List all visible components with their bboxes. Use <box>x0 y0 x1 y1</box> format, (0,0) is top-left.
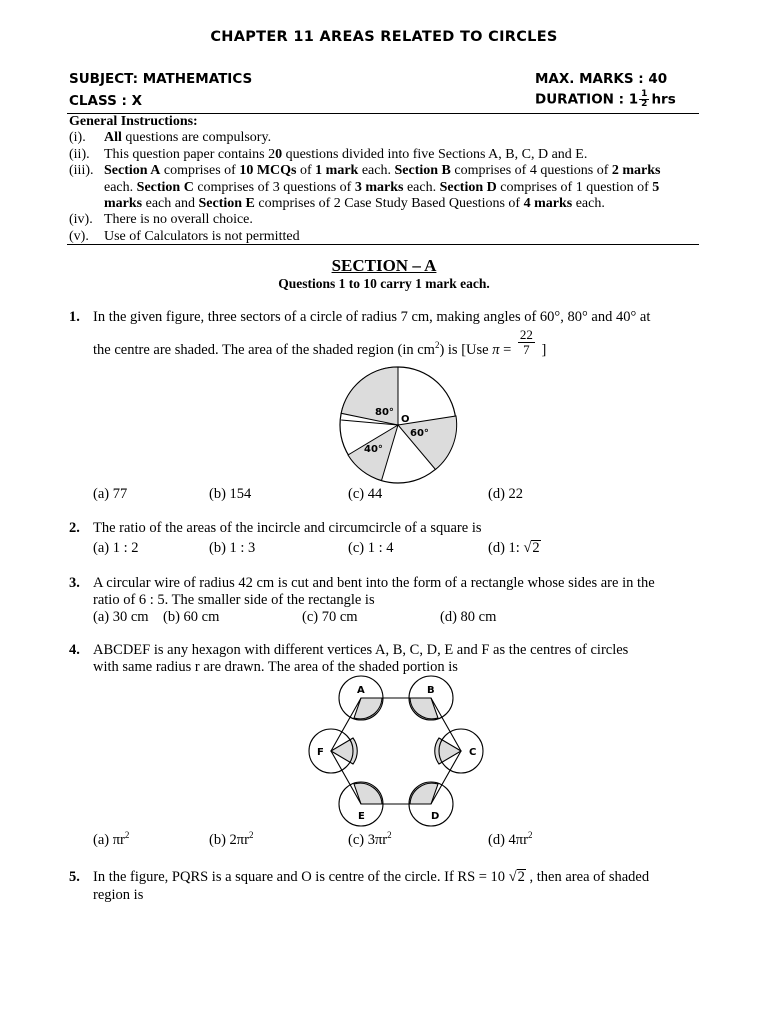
question-number: 4. <box>69 642 80 658</box>
option-a: (a) 30 cm <box>93 609 149 625</box>
vertex-label-f: F <box>317 747 324 758</box>
question-number: 5. <box>69 869 80 885</box>
question-text: region is <box>93 887 144 903</box>
subject-label: SUBJECT: MATHEMATICS <box>69 71 253 87</box>
max-marks-label: MAX. MARKS : 40 <box>535 71 668 87</box>
page-title: CHAPTER 11 AREAS RELATED TO CIRCLES <box>210 29 558 45</box>
option-d: (d) 22 <box>488 486 524 502</box>
question-text: the centre are shaded. The area of the shaded region (in $cm^2$) is [Use π = $\frac{22}{7}$ ] <box>93 327 547 358</box>
option-d: (d) 1: √2 <box>488 540 540 556</box>
question-number: 3. <box>69 575 80 591</box>
vertex-label-d: D <box>431 811 440 822</box>
vertex-label-a: A <box>357 685 365 696</box>
option-c: (c) $3\pi r^2$ <box>348 830 392 848</box>
duration-label: DURATION : 1 $\frac{1}{2}$ hrs <box>535 89 676 109</box>
general-instructions: General Instructions: (i). All questions are compulsory. (ii). This question paper contains 20 questions divided into five Sections A, B, C, D and E. (iii). Section A comprises of 10 MCQs of 1 mark each. Section B comprises of 4 questions of 2 marks each. Section C comprises of 3 questions of 3 marks each. Section D comprises of 1 question of 5 marks each and Section E comprises of 2 Case Study Based Questions of 4 marks each. (iv). There is no overall choice. (v). Use of Calculators is not permitted <box>69 114 661 244</box>
question-text: In the figure, PQRS is a square and O is centre of the circle. If RS = 10 √2 , then area of shaded <box>93 869 650 885</box>
option-b: (b) 154 <box>209 486 252 502</box>
section-title: SECTION – A <box>331 256 437 275</box>
option-a: (a) 1 : 2 <box>93 540 139 556</box>
class-label: CLASS : X <box>69 93 143 109</box>
option-d: (d) 80 cm <box>440 609 497 625</box>
shade-d <box>410 783 438 804</box>
question-text: ratio of 6 : 5. The smaller side of the rectangle is <box>93 592 375 608</box>
option-c: (c) 70 cm <box>302 609 358 625</box>
shade-b <box>410 698 438 719</box>
vertex-label-b: B <box>427 685 435 696</box>
instructions-rule <box>67 244 699 245</box>
question-number: 2. <box>69 520 80 536</box>
option-b: (b) 1 : 3 <box>209 540 256 556</box>
vertex-label-c: C <box>469 747 477 758</box>
option-d: (d) $4\pi r^2$ <box>488 830 533 848</box>
option-c: (c) 44 <box>348 486 383 502</box>
section-subtitle: Questions 1 to 10 carry 1 mark each. <box>278 276 490 291</box>
angle-label-80: 80° <box>375 407 394 418</box>
option-c: (c) 1 : 4 <box>348 540 394 556</box>
question-number: 1. <box>69 309 80 325</box>
center-label-o: O <box>401 414 410 425</box>
vertex-label-e: E <box>358 811 365 822</box>
angle-label-40: 40° <box>364 444 383 455</box>
question-text: ABCDEF is any hexagon with different vertices A, B, C, D, E and F as the centres of circles <box>93 642 629 658</box>
question-text: with same radius r are drawn. The area of the shaded portion is <box>93 659 458 675</box>
question-text: In the given figure, three sectors of a circle of radius 7 cm, making angles of 60°, 80° and 40° at <box>93 309 651 325</box>
shade-a <box>354 698 382 719</box>
shade-e <box>354 783 382 804</box>
option-b: (b) 60 cm <box>163 609 220 625</box>
question-text: A circular wire of radius 42 cm is cut and bent into the form of a rectangle whose sides are in the <box>93 575 655 591</box>
option-a: (a) $\pi r^2$ <box>93 830 130 848</box>
hexagon-circles-figure <box>300 672 490 832</box>
sector-figure <box>335 365 465 485</box>
option-b: (b) $2\pi r^2$ <box>209 830 254 848</box>
question-text: The ratio of the areas of the incircle and circumcircle of a square is <box>93 520 482 536</box>
option-a: (a) 77 <box>93 486 128 502</box>
angle-label-60: 60° <box>410 428 429 439</box>
